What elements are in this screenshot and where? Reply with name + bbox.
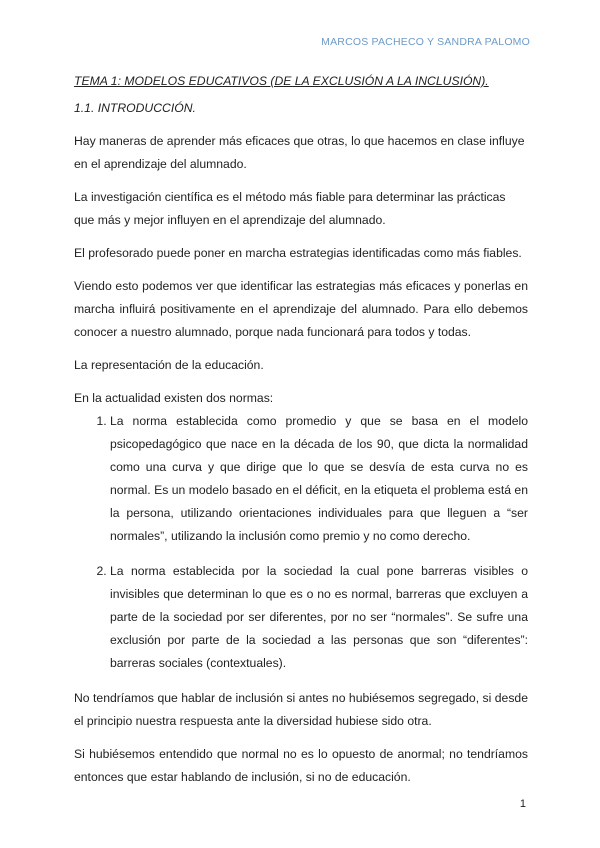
paragraph: Hay maneras de aprender más eficaces que otras, lo que hacemos en clase influye en el aprendizaje del alumnado. xyxy=(74,134,525,171)
paragraph: Si hubiésemos entendido que normal no es lo opuesto de anormal; no tendríamos entonces que estar hablando de inclusión, si no de educación. xyxy=(74,747,528,784)
document-body xyxy=(74,70,528,799)
paragraph: La investigación científica es el método más fiable para determinar las prácticas que más y mejor influyen en el aprendizaje del alumnado. xyxy=(74,190,506,227)
paragraph: El profesorado puede poner en marcha estrategias identificadas como más fiables. xyxy=(74,246,522,260)
paragraph: La representación de la educación. xyxy=(74,358,264,372)
norms-list xyxy=(74,410,528,675)
norm-item: 1. La norma establecida como promedio y que se basa en el modelo psicopedagógico que nace en la década de los 90, que dicta la normalidad como una curva y que dirige que lo que se desvía de esta curva no es normal. Es un modelo basado en el déficit, en la etiqueta el problema está en la persona, utilizando orientaciones individuales para que lleguen a “ser normales”, utilizando la inclusión como premio y no como derecho. xyxy=(110,410,528,548)
document-title: TEMA 1: MODELOS EDUCATIVOS (DE LA EXCLUSIÓN A LA INCLUSIÓN). xyxy=(74,74,489,88)
page-number: 1 xyxy=(519,798,526,810)
paragraph: No tendríamos que hablar de inclusión si antes no hubiésemos segregado, si desde el principio nuestra respuesta ante la diversidad hubiese sido otra. xyxy=(74,691,528,728)
page-header-authors: MARCOS PACHECO Y SANDRA PALOMO xyxy=(321,36,530,48)
norm-item: 2. La norma establecida por la sociedad la cual pone barreras visibles o invisibles que determinan lo que es o no es normal, barreras que excluyen a parte de la sociedad por ser diferentes, por no ser “normales”. Se sufre una exclusión por parte de la sociedad a las personas que son “diferentes”: barreras sociales (contextuales). xyxy=(110,560,528,675)
paragraph: Viendo esto podemos ver que identificar las estrategias más eficaces y ponerlas en marcha influirá positivamente en el aprendizaje del alumnado. Para ello debemos conocer a nuestro alumnado, porque nada funcionará para todos y todas. xyxy=(74,279,528,339)
norms-intro: En la actualidad existen dos normas: xyxy=(74,391,274,405)
section-heading: 1.1. INTRODUCCIÓN. xyxy=(74,101,196,115)
